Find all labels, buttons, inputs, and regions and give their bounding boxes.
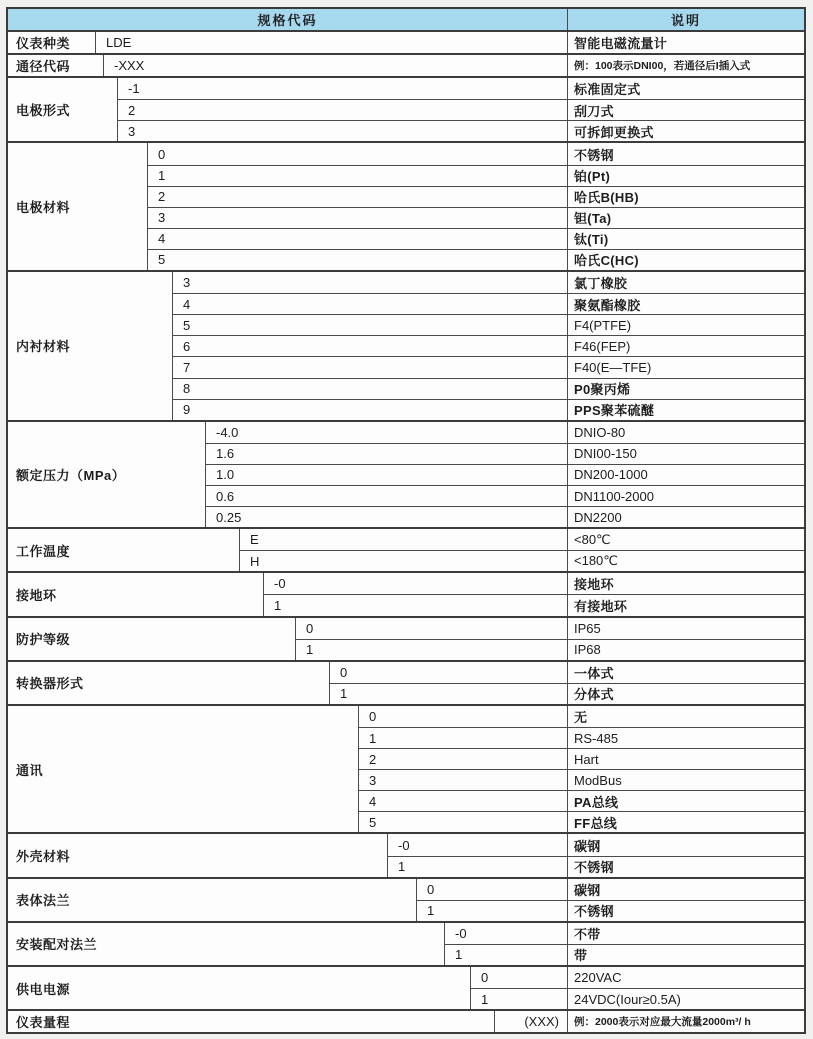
code-cell: 3 <box>369 772 377 788</box>
section-rows <box>206 422 804 527</box>
code-cell: -0 <box>274 576 286 592</box>
description-cell: IP68 <box>567 640 804 660</box>
spec-code-table <box>6 7 806 1034</box>
spec-section <box>8 660 804 704</box>
section-label: 接地环 <box>8 573 264 615</box>
table-row <box>206 443 804 464</box>
section-rows <box>148 143 804 270</box>
table-row <box>173 399 804 420</box>
spec-section <box>8 704 804 833</box>
spec-section <box>8 832 804 876</box>
code-cell: 3 <box>128 123 136 139</box>
spec-section <box>8 32 804 53</box>
table-row <box>359 727 804 748</box>
description-cell: 哈氏C(HC) <box>567 250 804 270</box>
description-cell: PA总线 <box>567 791 804 811</box>
table-row <box>264 573 804 594</box>
section-label: 额定压力（MPa） <box>8 422 206 527</box>
spec-section <box>8 270 804 420</box>
description-cell: 24VDC(Iour≥0.5A) <box>567 989 804 1009</box>
table-row <box>206 506 804 527</box>
description-cell: 碳钢 <box>567 834 804 855</box>
description-cell: F4(PTFE) <box>567 315 804 335</box>
section-rows <box>417 879 804 921</box>
table-header-row <box>8 9 804 32</box>
description-cell: 不锈钢 <box>567 143 804 164</box>
table-row <box>359 811 804 832</box>
section-rows <box>388 834 804 876</box>
code-cell: 7 <box>183 359 191 375</box>
description-cell: 无 <box>567 706 804 727</box>
table-row <box>173 378 804 399</box>
description-cell: 有接地环 <box>567 595 804 615</box>
section-rows <box>240 529 804 571</box>
description-cell: RS-485 <box>567 728 804 748</box>
spec-section <box>8 921 804 965</box>
code-cell: 4 <box>183 296 191 312</box>
description-cell: 例：100表示DNI00，若通径后I插入式 <box>567 55 804 76</box>
code-cell: 1 <box>455 947 463 963</box>
code-cell: E <box>250 532 259 548</box>
section-label: 电极形式 <box>8 78 118 141</box>
section-label: 外壳材料 <box>8 834 388 876</box>
description-cell: 聚氨酯橡胶 <box>567 294 804 314</box>
section-rows <box>495 1011 804 1032</box>
description-cell: F46(FEP) <box>567 336 804 356</box>
section-rows <box>118 78 804 141</box>
table-row <box>148 249 804 270</box>
code-cell: 0.25 <box>216 509 242 525</box>
section-label: 安装配对法兰 <box>8 923 445 965</box>
table-row <box>118 78 804 99</box>
description-cell: 标准固定式 <box>567 78 804 99</box>
code-cell: 4 <box>369 793 377 809</box>
description-cell: 智能电磁流量计 <box>567 32 804 53</box>
section-rows <box>445 923 804 965</box>
code-cell: H <box>250 553 260 569</box>
table-row <box>359 748 804 769</box>
header-description: 说明 <box>567 9 804 30</box>
description-cell: 例：2000表示对应最大流量2000m³/ h <box>567 1011 804 1032</box>
code-cell: 5 <box>158 252 166 268</box>
section-label: 内衬材料 <box>8 272 173 420</box>
description-cell: 铂(Pt) <box>567 166 804 186</box>
description-cell: 可拆卸更换式 <box>567 121 804 141</box>
description-cell: PPS聚苯硫醚 <box>567 400 804 420</box>
description-cell: 不锈钢 <box>567 901 804 921</box>
table-body <box>8 32 804 1032</box>
code-cell: 3 <box>183 275 191 291</box>
code-cell: -4.0 <box>216 424 239 440</box>
code-cell: 3 <box>158 210 166 226</box>
code-cell: 1 <box>158 168 166 184</box>
code-cell: 2 <box>369 751 377 767</box>
description-cell: FF总线 <box>567 812 804 832</box>
section-rows <box>264 573 804 615</box>
description-cell: ModBus <box>567 770 804 790</box>
header-spec-code: 规格代码 <box>257 13 318 28</box>
table-row <box>148 207 804 228</box>
code-cell: -1 <box>128 81 140 97</box>
table-row <box>330 662 804 683</box>
section-label: 供电电源 <box>8 967 471 1009</box>
table-row <box>388 834 804 855</box>
code-cell: 1 <box>427 903 435 919</box>
table-row <box>173 335 804 356</box>
spec-section <box>8 965 804 1009</box>
description-cell: 接地环 <box>567 573 804 594</box>
table-row <box>296 618 804 639</box>
code-cell: 0 <box>158 146 166 162</box>
table-row <box>359 769 804 790</box>
description-cell: 钽(Ta) <box>567 208 804 228</box>
table-row <box>206 422 804 443</box>
spec-section <box>8 76 804 141</box>
code-cell: 2 <box>158 189 166 205</box>
table-row <box>206 464 804 485</box>
code-cell: 1 <box>306 642 314 658</box>
section-label: 仪表种类 <box>8 32 96 53</box>
code-cell: 4 <box>158 231 166 247</box>
table-row <box>445 944 804 965</box>
description-cell: DN2200 <box>567 507 804 527</box>
code-cell: LDE <box>106 35 132 51</box>
table-row <box>359 706 804 727</box>
description-cell: DN1100-2000 <box>567 486 804 506</box>
description-cell: DN200-1000 <box>567 465 804 485</box>
section-label: 表体法兰 <box>8 879 417 921</box>
description-cell: 钛(Ti) <box>567 229 804 249</box>
code-cell: 1 <box>481 991 489 1007</box>
table-row <box>359 790 804 811</box>
spec-section <box>8 141 804 270</box>
description-cell: P0聚丙烯 <box>567 379 804 399</box>
description-cell: Hart <box>567 749 804 769</box>
table-row <box>296 639 804 660</box>
spec-section <box>8 571 804 615</box>
description-cell: <180℃ <box>567 551 804 571</box>
table-row <box>495 1011 804 1032</box>
table-row <box>173 314 804 335</box>
table-row <box>240 550 804 571</box>
table-row <box>240 529 804 550</box>
section-label: 电极材料 <box>8 143 148 270</box>
description-cell: IP65 <box>567 618 804 639</box>
section-rows <box>330 662 804 704</box>
section-label: 工作温度 <box>8 529 240 571</box>
code-cell: 0 <box>427 881 435 897</box>
table-row <box>173 356 804 377</box>
code-cell: 1.6 <box>216 446 235 462</box>
code-cell: (XXX) <box>524 1014 559 1030</box>
code-cell: 5 <box>183 317 191 333</box>
description-cell: 刮刀式 <box>567 100 804 120</box>
table-row <box>264 594 804 615</box>
description-cell: 哈氏B(HB) <box>567 187 804 207</box>
code-cell: 6 <box>183 338 191 354</box>
spec-section <box>8 1009 804 1032</box>
description-cell: 不带 <box>567 923 804 944</box>
section-rows <box>96 32 804 53</box>
table-row <box>206 485 804 506</box>
table-row <box>445 923 804 944</box>
code-cell: -XXX <box>114 58 145 74</box>
section-label: 通讯 <box>8 706 359 833</box>
section-rows <box>104 55 804 76</box>
code-cell: 0 <box>481 970 489 986</box>
description-cell: 不锈钢 <box>567 857 804 877</box>
code-cell: 1.0 <box>216 467 235 483</box>
description-cell: <80℃ <box>567 529 804 550</box>
spec-section <box>8 53 804 76</box>
spec-section <box>8 877 804 921</box>
section-label: 防护等级 <box>8 618 296 660</box>
code-cell: -0 <box>398 837 410 853</box>
table-row <box>118 120 804 141</box>
section-rows <box>471 967 804 1009</box>
table-row <box>471 967 804 988</box>
description-cell: DNIO-80 <box>567 422 804 443</box>
table-row <box>417 879 804 900</box>
code-cell: 2 <box>128 102 136 118</box>
section-rows <box>296 618 804 660</box>
code-cell: 0 <box>306 620 314 636</box>
spec-section <box>8 616 804 660</box>
section-rows <box>359 706 804 833</box>
table-row <box>417 900 804 921</box>
section-label: 转换器形式 <box>8 662 330 704</box>
table-row <box>330 683 804 704</box>
table-row <box>173 272 804 293</box>
spec-section <box>8 527 804 571</box>
table-row <box>118 99 804 120</box>
code-cell: 0 <box>369 708 377 724</box>
spec-section <box>8 420 804 527</box>
table-row <box>173 293 804 314</box>
table-row <box>148 143 804 164</box>
code-cell: 5 <box>369 814 377 830</box>
table-row <box>96 32 804 53</box>
code-cell: -0 <box>455 925 467 941</box>
code-cell: 1 <box>369 730 377 746</box>
code-cell: 8 <box>183 381 191 397</box>
table-row <box>148 228 804 249</box>
description-cell: 分体式 <box>567 684 804 704</box>
description-cell: 氯丁橡胶 <box>567 272 804 293</box>
code-cell: 1 <box>398 859 406 875</box>
description-cell: 带 <box>567 945 804 965</box>
table-row <box>104 55 804 76</box>
description-cell: 一体式 <box>567 662 804 683</box>
code-cell: 0 <box>340 664 348 680</box>
table-row <box>471 988 804 1009</box>
description-cell: F40(E—TFE) <box>567 357 804 377</box>
section-label: 通径代码 <box>8 55 104 76</box>
table-row <box>148 165 804 186</box>
code-cell: 1 <box>274 597 282 613</box>
table-row <box>388 856 804 877</box>
description-cell: 220VAC <box>567 967 804 988</box>
section-rows <box>173 272 804 420</box>
table-row <box>148 186 804 207</box>
section-label: 仪表量程 <box>8 1011 495 1032</box>
code-cell: 9 <box>183 402 191 418</box>
code-cell: 0.6 <box>216 488 235 504</box>
description-cell: DNI00-150 <box>567 444 804 464</box>
description-cell: 碳钢 <box>567 879 804 900</box>
code-cell: 1 <box>340 686 348 702</box>
